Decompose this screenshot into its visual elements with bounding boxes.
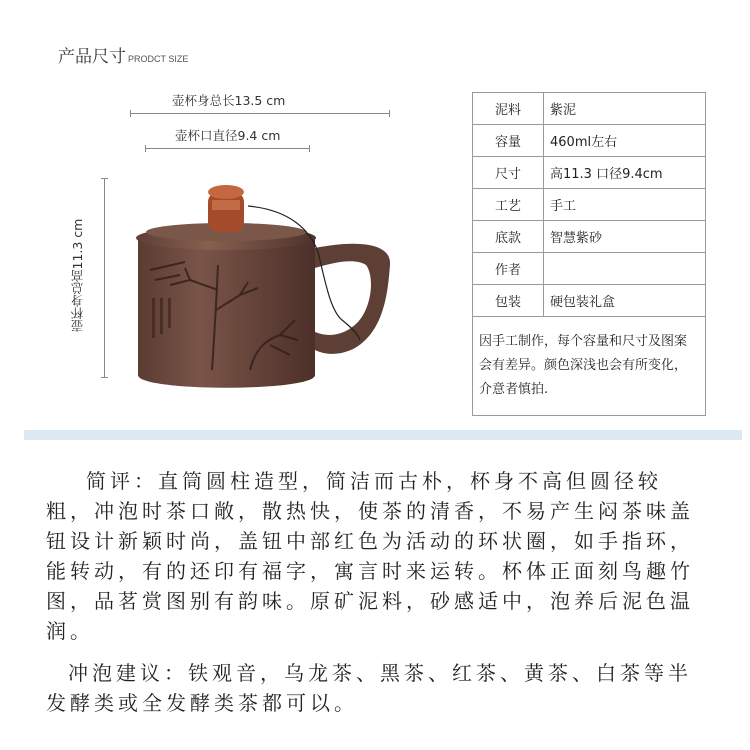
section-subtitle: PRODCT SIZE [128, 54, 189, 64]
specs-row [473, 125, 706, 157]
section-title-text: 产品尺寸 [58, 47, 126, 67]
spec-value: 460ml左右 [544, 125, 706, 157]
specs-row [473, 285, 706, 317]
specs-note: 因手工制作，每个容量和尺寸及图案会有差异。颜色深浅也会有所变化，介意者慎拍. [473, 317, 706, 416]
specs-row [473, 93, 706, 125]
spec-label: 底款 [473, 221, 544, 253]
spec-label: 泥料 [473, 93, 544, 125]
spec-value: 智慧紫砂 [544, 221, 706, 253]
spec-label: 工艺 [473, 189, 544, 221]
section-title [58, 42, 188, 67]
spec-value: 高11.3 口径9.4cm [544, 157, 706, 189]
specs-note-row [473, 317, 706, 416]
specs-row [473, 189, 706, 221]
spec-value: 硬包装礼盒 [544, 285, 706, 317]
specs-table [472, 92, 706, 416]
spec-value [544, 253, 706, 285]
specs-row [473, 253, 706, 285]
review-paragraph: 简评：直筒圆柱造型，简洁而古朴，杯身不高但圆径较粗，冲泡时茶口敞，散热快，使茶的清香，不易产生闷茶味盖钮设计新颖时尚，盖钮中部红色为活动的环状圈，如手指环，能转动，有的还印有福字，寓言时来运转。杯体正面刻鸟趣竹图，品茗赏图别有韵味。原矿泥料，砂感适中，泡养后泥色温润。 [46, 469, 694, 643]
suggestion-paragraph: 冲泡建议：铁观音，乌龙茶、黑茶、红茶、黄茶、白茶等半发酵类或全发酵类茶都可以。 [46, 661, 692, 715]
spec-label: 作者 [473, 253, 544, 285]
specs-row [473, 157, 706, 189]
mouth-diameter-label: 壶杯口直径9.4 cm [175, 128, 281, 143]
spec-label: 尺寸 [473, 157, 544, 189]
mouth-diameter-line [145, 148, 310, 149]
total-length-label: 壶杯身总长13.5 cm [172, 93, 286, 108]
total-height-line [104, 178, 105, 378]
specs-row [473, 221, 706, 253]
total-height-label: 壶杯身总高11.3 cm [70, 218, 85, 332]
spec-label: 包装 [473, 285, 544, 317]
spec-label: 容量 [473, 125, 544, 157]
section-divider [24, 430, 742, 440]
spec-value: 紫泥 [544, 93, 706, 125]
spec-value: 手工 [544, 189, 706, 221]
teapot-image [130, 170, 400, 400]
total-length-line [130, 113, 390, 114]
